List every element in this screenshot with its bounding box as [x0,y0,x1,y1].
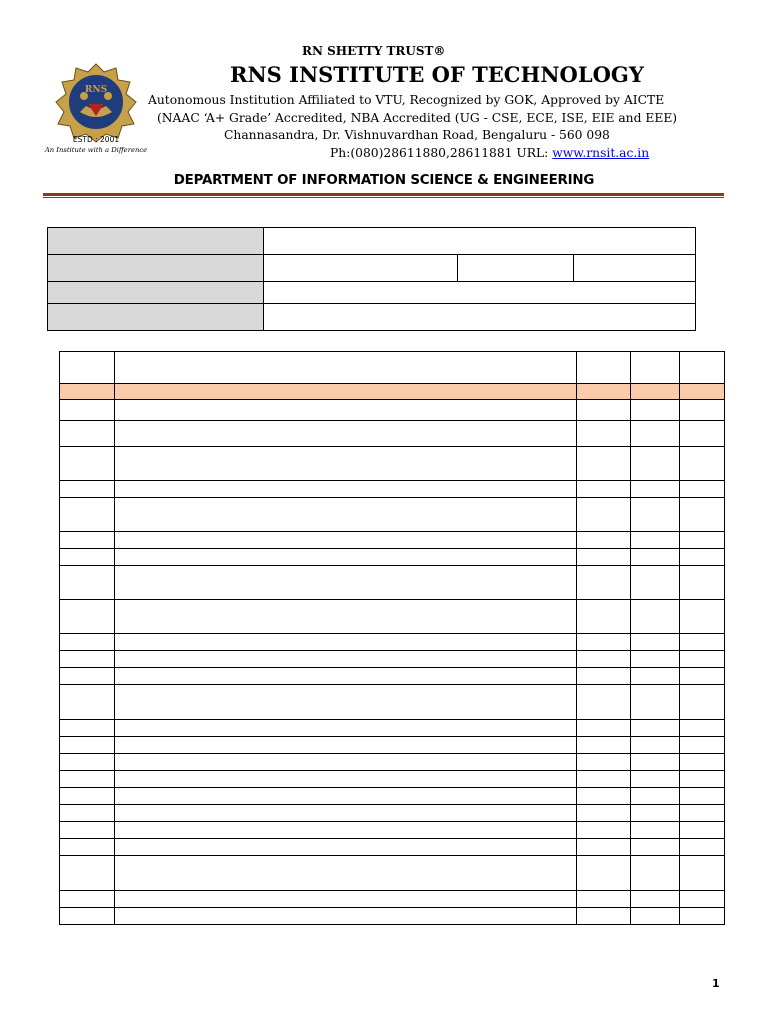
trust-name: RN SHETTY TRUST® [302,44,446,58]
table-row [60,822,725,839]
table-row [60,805,725,822]
info-value-cell [264,304,696,331]
info-value-cell [264,255,458,282]
info-label-cell [48,304,264,331]
institute-logo [44,60,148,160]
table-row [60,891,725,908]
phone-text: Ph:(080)28611880,28611881 URL: [330,146,553,160]
table-row [60,771,725,788]
affiliation-line: Autonomous Institution Affiliated to VTU, Recognized by GOK, Approved by AICTE [148,93,665,107]
table-row [60,839,725,856]
table-row [60,447,725,481]
table-row [60,685,725,720]
table-row [60,668,725,685]
info-label-cell [48,282,264,304]
table-row [60,651,725,668]
table-row [60,549,725,566]
website-link[interactable]: www.rnsit.ac.in [552,146,650,160]
table-row [60,421,725,447]
info-value-cell [264,228,696,255]
course-info-table [47,227,696,331]
accreditation-line: (NAAC ‘A+ Grade’ Accredited, NBA Accredited (UG - CSE, ECE, ISE, EIE and EEE) [157,111,678,125]
institute-name: RNS INSTITUTE OF TECHNOLOGY [230,62,644,87]
info-label-cell [48,255,264,282]
table-row [60,634,725,651]
contact-line [330,146,649,160]
header-rule-thick [43,193,724,196]
table-header-row [60,352,725,384]
address-line: Channasandra, Dr. Vishnuvardhan Road, Bengaluru - 560 098 [224,128,610,142]
table-row [60,754,725,771]
department-title: DEPARTMENT OF INFORMATION SCIENCE & ENGINEERING [173,173,595,188]
main-grid-table [59,351,725,925]
table-row [60,481,725,498]
info-value-cell [264,282,696,304]
logo-mark: RNS [84,85,108,95]
table-row [60,532,725,549]
table-row [60,566,725,600]
table-row [60,498,725,532]
logo-estd: ESTD : 2001 [72,135,120,144]
page-number: 1 [712,977,720,990]
table-row [60,788,725,805]
table-row [60,737,725,754]
header-rule-thin [43,197,724,198]
table-row [60,908,725,925]
table-row [60,600,725,634]
table-row [60,856,725,891]
table-section-band [60,384,725,400]
table-row [60,720,725,737]
table-row [60,400,725,421]
info-label-cell [48,228,264,255]
info-value-cell [458,255,574,282]
info-value-cell [574,255,696,282]
logo-tagline: An Institute with a Difference [44,146,148,154]
